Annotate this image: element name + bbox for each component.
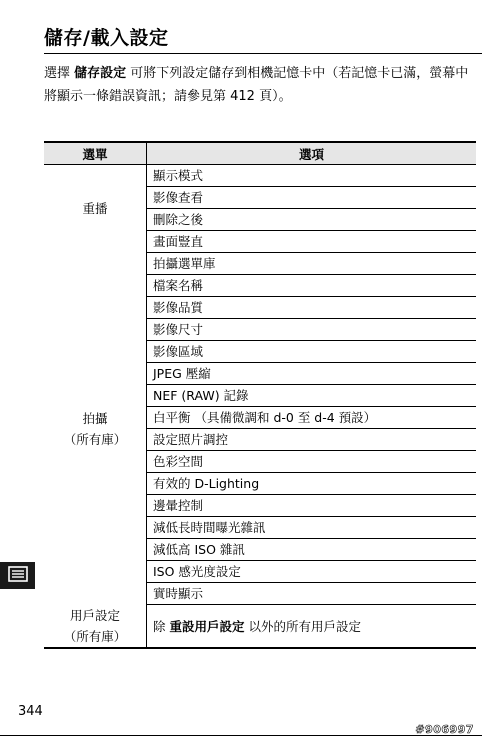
- option-cell: 畫面豎直: [147, 231, 477, 253]
- menu-list-icon: [8, 566, 28, 586]
- option-cell: 影像查看: [147, 187, 477, 209]
- option-cell: 色彩空間: [147, 451, 477, 473]
- option-cell: 有效的 D-Lighting: [147, 473, 477, 495]
- menu-section-tab: [0, 562, 35, 589]
- option-cell: 檔案名稱: [147, 275, 477, 297]
- option-cell: 顯示模式: [147, 165, 477, 187]
- option-cell: 拍攝選單庫: [147, 253, 477, 275]
- group-shooting-sublabel: （所有庫）: [63, 431, 127, 447]
- image-code: #906997: [415, 723, 474, 736]
- page-title: 儲存/載入設定: [44, 27, 169, 49]
- option-cell: [147, 605, 477, 649]
- group-shooting: [44, 253, 147, 605]
- table-row: [44, 165, 476, 187]
- intro-text-2: 可將下列設定儲存到相機記憶卡中（若記憶卡已滿，螢幕中將顯示一條錯誤資訊；請參見第 412 頁）。: [44, 66, 469, 104]
- option-bold-reset: 重設用戶設定: [169, 618, 245, 634]
- header-menu: 選單: [44, 142, 147, 165]
- intro-text-1: 選擇: [44, 66, 75, 81]
- title-divider: [44, 53, 482, 54]
- group-custom: [44, 605, 147, 649]
- option-text-post: 以外的所有用戶設定: [244, 618, 361, 634]
- option-cell: 白平衡 （具備微調和 d-0 至 d-4 預設）: [147, 407, 477, 429]
- option-cell: ISO 感光度設定: [147, 561, 477, 583]
- option-cell: 實時顯示: [147, 583, 477, 605]
- table-row: [44, 605, 476, 649]
- option-cell: 影像尺寸: [147, 319, 477, 341]
- intro-bold-menu-item: 儲存設定: [74, 66, 127, 81]
- group-custom-label: 用戶設定: [69, 607, 120, 623]
- page-number: 344: [18, 704, 43, 719]
- option-cell: 減低長時間曝光雜訊: [147, 517, 477, 539]
- bottom-divider: [0, 735, 482, 736]
- group-playback: 重播: [44, 165, 147, 253]
- option-cell: 刪除之後: [147, 209, 477, 231]
- option-cell: 減低高 ISO 雜訊: [147, 539, 477, 561]
- option-cell: 影像品質: [147, 297, 477, 319]
- option-text-pre: 除: [153, 618, 170, 634]
- option-cell: 邊暈控制: [147, 495, 477, 517]
- group-shooting-label: 拍攝: [82, 410, 108, 426]
- option-cell: 設定照片調控: [147, 429, 477, 451]
- intro-paragraph: [44, 62, 476, 108]
- table-row: [44, 253, 476, 275]
- header-options: 選項: [147, 142, 477, 165]
- table-header-row: [44, 142, 476, 165]
- option-cell: 影像區域: [147, 341, 477, 363]
- group-custom-sublabel: （所有庫）: [63, 628, 127, 644]
- option-cell: NEF (RAW) 記錄: [147, 385, 477, 407]
- settings-table: [44, 141, 476, 649]
- option-cell: JPEG 壓縮: [147, 363, 477, 385]
